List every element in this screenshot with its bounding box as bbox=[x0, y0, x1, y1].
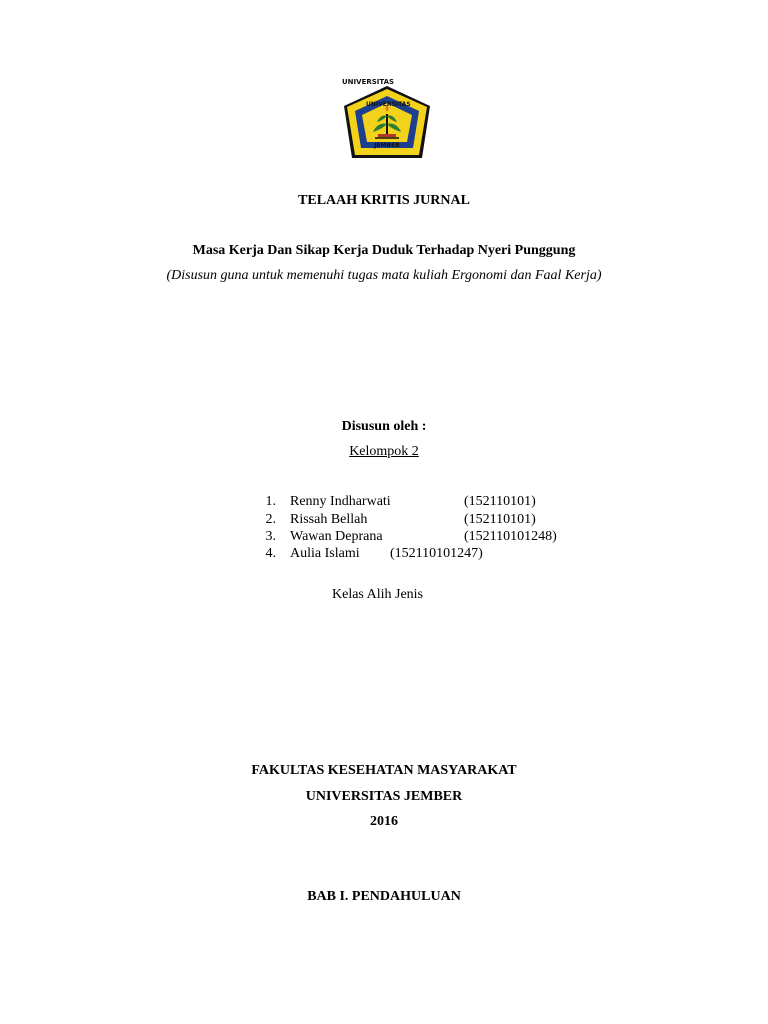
university-logo bbox=[342, 78, 432, 162]
document-title: TELAAH KRITIS JURNAL bbox=[298, 193, 470, 208]
chapter-heading: BAB I. PENDAHULUAN bbox=[307, 889, 461, 904]
class-label: Kelas Alih Jenis bbox=[332, 587, 423, 602]
member-name: Renny Indharwati bbox=[290, 494, 391, 509]
member-nim: (152110101248) bbox=[464, 529, 557, 544]
member-number: 2. bbox=[265, 512, 276, 527]
member-number: 4. bbox=[265, 546, 276, 561]
member-number: 1. bbox=[265, 494, 276, 509]
document-year: 2016 bbox=[370, 814, 398, 829]
faculty-name: FAKULTAS KESEHATAN MASYARAKAT bbox=[251, 763, 517, 778]
member-name: Rissah Bellah bbox=[290, 512, 368, 527]
member-name: Aulia Islami bbox=[290, 546, 360, 561]
member-nim: (152110101247) bbox=[390, 546, 483, 561]
logo-top-text: UNIVERSITAS bbox=[342, 78, 395, 86]
member-nim: (152110101) bbox=[464, 512, 536, 527]
authored-by-label: Disusun oleh : bbox=[341, 419, 427, 434]
university-emblem bbox=[342, 78, 432, 162]
logo-university-text: UNIVERSITAS bbox=[366, 101, 411, 108]
document-subtitle: Masa Kerja Dan Sikap Kerja Duduk Terhadap Nyeri Punggung bbox=[192, 243, 576, 258]
university-name: UNIVERSITAS JEMBER bbox=[305, 789, 463, 804]
document-purpose: (Disusun guna untuk memenuhi tugas mata kuliah Ergonomi dan Faal Kerja) bbox=[166, 268, 602, 283]
member-nim: (152110101) bbox=[464, 494, 536, 509]
member-number: 3. bbox=[265, 529, 276, 544]
logo-jember-text: JEMBER bbox=[374, 142, 400, 149]
member-name: Wawan Deprana bbox=[290, 529, 383, 544]
group-label: Kelompok 2 bbox=[349, 444, 419, 459]
